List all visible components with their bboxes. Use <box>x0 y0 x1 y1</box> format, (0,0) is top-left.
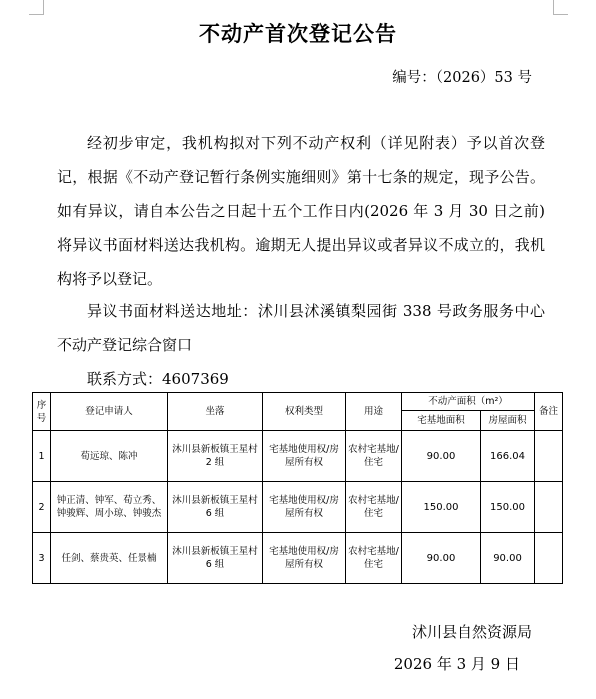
crop-mark-top-left <box>29 0 44 15</box>
cell-homestead-area: 90.00 <box>402 431 481 482</box>
cell-right-type: 宅基地使用权/房屋所有权 <box>263 482 346 533</box>
cell-remarks <box>535 482 563 533</box>
header-area-group: 不动产面积（m²） <box>402 393 535 411</box>
header-homestead-area: 宅基地面积 <box>402 411 481 431</box>
cell-location: 沐川县新板镇王星村 2 组 <box>168 431 263 482</box>
header-applicant: 登记申请人 <box>51 393 168 431</box>
cell-usage: 农村宅基地/住宅 <box>346 431 402 482</box>
cell-remarks <box>535 533 563 584</box>
cell-building-area: 150.00 <box>481 482 535 533</box>
cell-seq: 1 <box>33 431 51 482</box>
issuing-organization: 沭川县自然资源局 <box>411 623 532 641</box>
registration-table <box>32 392 563 584</box>
header-seq: 序号 <box>33 393 51 431</box>
crop-mark-top-right <box>553 0 568 15</box>
table-row <box>33 431 563 482</box>
document-number: 编号：（2026）53 号 <box>392 70 532 86</box>
contact-label: 联系方式： <box>87 370 163 388</box>
notice-body-paragraph: 经初步审定，我机构拟对下列不动产权利（详见附表）予以首次登记，根据《不动产登记暂行条例实施细则》第十七条的规定，现予公告。如有异议，请自本公告之日起十五个工作日内(2026 年 3 月 30 日之前)将异议书面材料送达我机构。逾期无人提出异议或者异议不成立的，我机构将予以登记。 <box>57 134 545 288</box>
header-location: 坐落 <box>168 393 263 431</box>
contact-value: 4607369 <box>162 370 229 388</box>
cell-homestead-area: 150.00 <box>402 482 481 533</box>
objection-address-paragraph: 异议书面材料送达地址：沭川县沭溪镇梨园街 338 号政务服务中心不动产登记综合窗口 <box>57 302 545 354</box>
header-right-type: 权利类型 <box>263 393 346 431</box>
cell-location: 沐川县新板镇王星村 6 组 <box>168 533 263 584</box>
cell-seq: 2 <box>33 482 51 533</box>
cell-building-area: 166.04 <box>481 431 535 482</box>
cell-applicant: 钟正清、钟军、荀立秀、钟骏辉、周小琼、钟骏杰 <box>51 482 168 533</box>
cell-right-type: 宅基地使用权/房屋所有权 <box>263 533 346 584</box>
header-usage: 用途 <box>346 393 402 431</box>
issue-date: 2026 年 3 月 9 日 <box>393 655 520 673</box>
notice-title: 不动产首次登记公告 <box>199 21 397 46</box>
cell-seq: 3 <box>33 533 51 584</box>
table-row <box>33 482 563 533</box>
cell-usage: 农村宅基地/住宅 <box>346 482 402 533</box>
header-remarks: 备注 <box>535 393 563 431</box>
cell-applicant: 任剑、蔡贵英、任景楠 <box>51 533 168 584</box>
cell-remarks <box>535 431 563 482</box>
cell-applicant: 荀远琼、陈冲 <box>51 431 168 482</box>
cell-homestead-area: 90.00 <box>402 533 481 584</box>
header-building-area: 房屋面积 <box>481 411 535 431</box>
cell-location: 沐川县新板镇王星村 6 组 <box>168 482 263 533</box>
cell-usage: 农村宅基地/住宅 <box>346 533 402 584</box>
cell-right-type: 宅基地使用权/房屋所有权 <box>263 431 346 482</box>
table-row <box>33 533 563 584</box>
contact-line <box>57 362 545 396</box>
cell-building-area: 90.00 <box>481 533 535 584</box>
